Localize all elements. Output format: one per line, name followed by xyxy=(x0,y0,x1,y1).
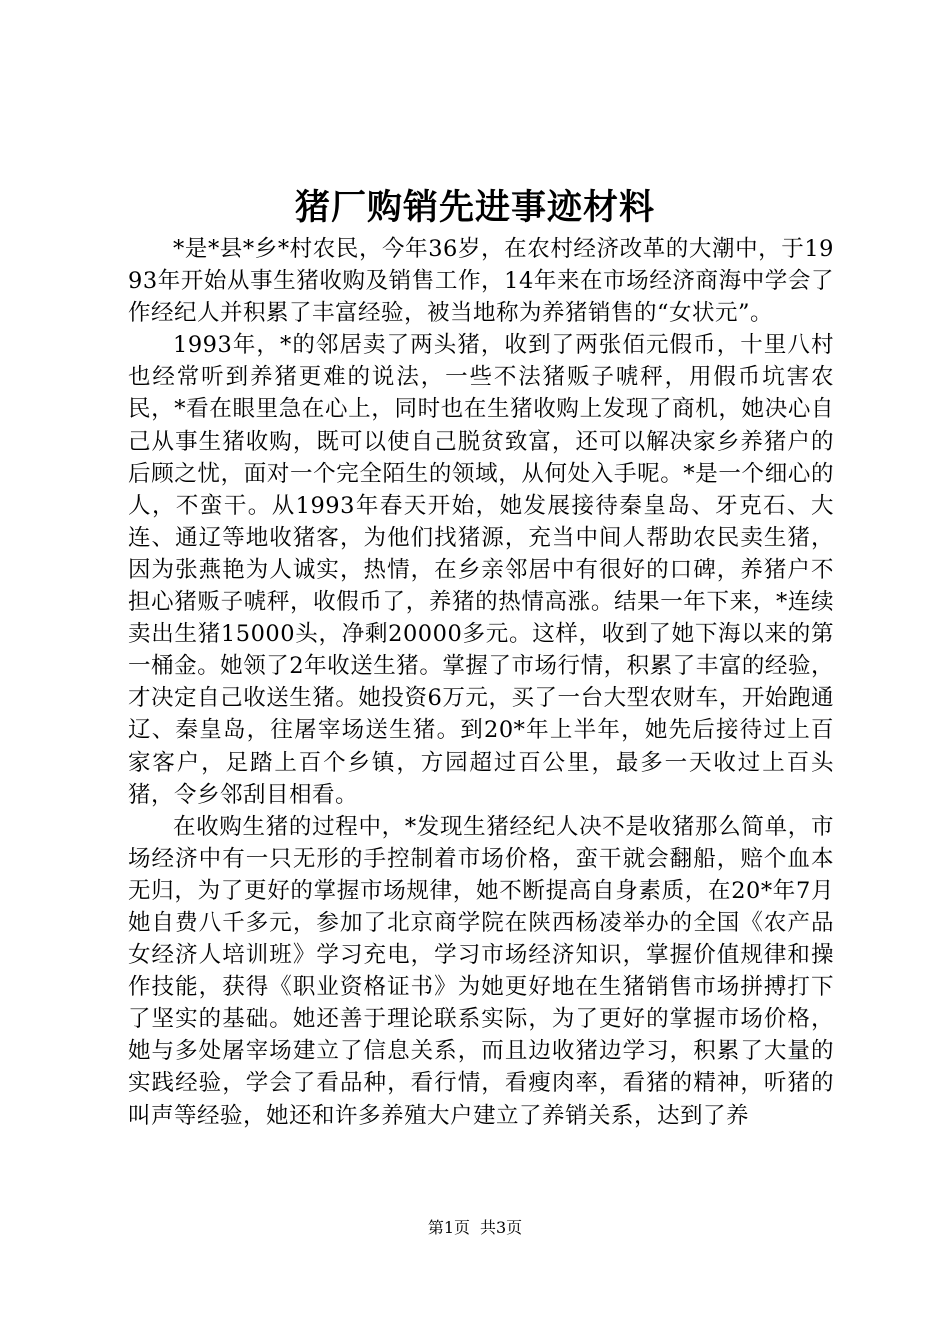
page-total: 共3页 xyxy=(480,1218,523,1237)
paragraph-3: 在收购生猪的过程中，*发现生猪经纪人决不是收猪那么简单，市场经济中有一只无形的手控制着市场价格，蛮干就会翻船，赔个血本无归，为了更好的掌握市场规律，她不断提高自身素质，在20*年7月她自费八千多元，参加了北京商学院在陕西杨凌举办的全国《农产品女经济人培训班》学习充电，学习市场经济知识，掌握价值规律和操作技能，获得《职业资格证书》为她更好地在生猪销售市场拼搏打下了坚实的基础。她还善于理论联系实际，为了更好的掌握市场价格，她与多处屠宰场建立了信息关系，而且边收猪边学习，积累了大量的实践经验，学会了看品种，看行情，看瘦肉率，看猪的精神，听猪的叫声等经验，她还和许多养殖大户建立了养销关系，达到了养 xyxy=(128,813,834,1129)
document-title: 猪厂购销先进事迹材料 xyxy=(294,187,655,228)
paragraph-2: 1993年，*的邻居卖了两头猪，收到了两张佰元假币，十里八村也经常听到养猪更难的说法，一些不法猪贩子唬秤，用假币坑害农民，*看在眼里急在心上，同时也在生猪收购上发现了商机，她决心自己从事生猪收购，既可以使自己脱贫致富，还可以解决家乡养猪户的后顾之忧，面对一个完全陌生的领域，从何处入手呢。*是一个细心的人，不蛮干。从1993年春天开始，她发展接待秦皇岛、牙克石、大连、通辽等地收猪客，为他们找猪源，充当中间人帮助农民卖生猪，因为张燕艳为人诚实，热情，在乡亲邻居中有很好的口碑，养猪户不担心猪贩子唬秤，收假币了，养猪的热情高涨。结果一年下来，*连续卖出生猪15000头，净剩20000多元。这样，收到了她下海以来的第一桶金。她领了2年收送生猪。掌握了市场行情，积累了丰富的经验，才决定自己收送生猪。她投资6万元，买了一台大型农财车，开始跑通辽、秦皇岛，往屠宰场送生猪。到20*年上半年，她先后接待过上百家客户，足踏上百个乡镇，方园超过百公里，最多一天收过上百头猪，令乡邻刮目相看。 xyxy=(128,332,834,808)
page-number: 第1页 xyxy=(427,1218,470,1237)
paragraph-1: *是*县*乡*村农民，今年36岁，在农村经济改革的大潮中，于1993年开始从事生猪收购及销售工作，14年来在市场经济商海中学会了作经纪人并积累了丰富经验，被当地称为养猪销售的“女状元”。 xyxy=(128,236,834,327)
page-footer xyxy=(0,1216,950,1240)
document-body xyxy=(128,233,834,1132)
